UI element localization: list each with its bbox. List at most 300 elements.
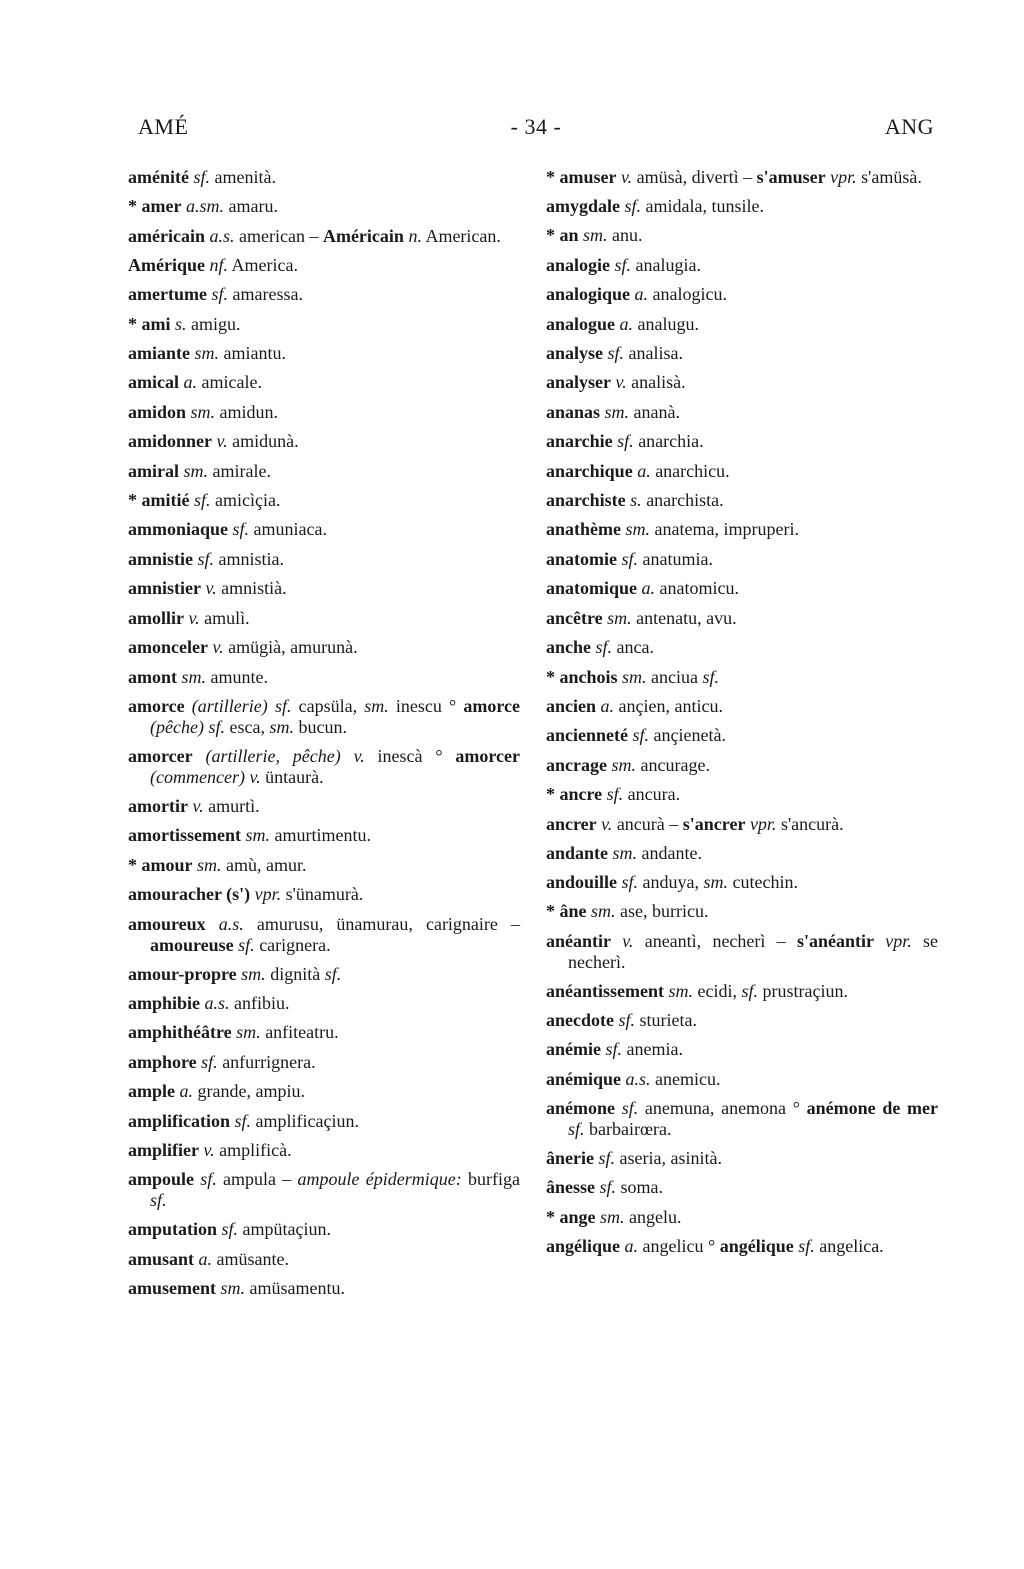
grammar-label: sf.	[197, 548, 215, 569]
dictionary-entry	[546, 163, 938, 192]
headword: amonceler	[128, 637, 208, 658]
translation-text: amenità.	[210, 167, 276, 187]
dictionary-entry	[546, 221, 938, 250]
grammar-label: a.sm.	[185, 196, 224, 217]
headword: angélique	[546, 1236, 621, 1257]
translation-text	[268, 696, 275, 716]
translation-text: ancurà –	[612, 813, 683, 834]
dictionary-entry	[128, 574, 520, 603]
grammar-label: sf.	[200, 1169, 217, 1190]
dictionary-entry	[128, 663, 520, 692]
grammar-label: vpr.	[885, 930, 912, 951]
dictionary-entry	[546, 192, 938, 221]
headword: amiante	[128, 343, 190, 364]
translation-text: amigu.	[186, 313, 241, 334]
headword: amplification	[128, 1110, 230, 1131]
dictionary-entry	[546, 1006, 938, 1035]
dictionary-entry	[546, 545, 938, 574]
headword: amusement	[128, 1278, 216, 1299]
headword: amuser	[559, 167, 617, 187]
dictionary-entry	[546, 1232, 938, 1261]
dictionary-entry	[546, 663, 938, 692]
grammar-label: v.	[212, 637, 224, 658]
grammar-label: sf.	[621, 871, 639, 892]
dictionary-entry	[546, 368, 938, 397]
headword: amidon	[128, 401, 187, 422]
dictionary-entry	[128, 742, 520, 792]
headword: ânerie	[546, 1147, 594, 1168]
headword: ancien	[546, 695, 597, 716]
dictionary-entry	[546, 398, 938, 427]
grammar-label: sm.	[668, 980, 694, 1001]
grammar-label: sm.	[181, 666, 207, 687]
translation-text: amaressa.	[227, 284, 303, 305]
headword: amidonner	[128, 431, 213, 452]
headword: anéantir	[546, 930, 611, 951]
dictionary-entry	[128, 1215, 520, 1244]
headword: ami	[141, 313, 171, 334]
translation-text	[615, 1098, 622, 1118]
dictionary-entry	[128, 851, 520, 880]
grammar-label: sf.	[798, 1236, 815, 1257]
grammar-label: a.	[637, 460, 651, 481]
dictionary-entry	[128, 545, 520, 574]
translation-text: ancura.	[623, 784, 681, 805]
dictionary-entry	[128, 1165, 520, 1215]
headword: Amérique	[128, 254, 205, 275]
headword: s'amuser	[756, 167, 826, 187]
translation-text: amüsà, divertì –	[632, 167, 757, 187]
grammar-label: sf.	[201, 1051, 218, 1072]
grammar-label: sm.	[607, 607, 632, 628]
dictionary-entry	[546, 1203, 938, 1232]
translation-text: ampütaçiun.	[238, 1219, 332, 1240]
headword: amiral	[128, 460, 179, 481]
headword: amphore	[128, 1051, 197, 1072]
headword: ampoule	[128, 1169, 195, 1190]
dictionary-entry	[128, 989, 520, 1018]
dictionary-entry	[546, 1173, 938, 1202]
headword: s'anéantir	[796, 930, 874, 951]
asterisk-marker: *	[546, 901, 560, 922]
grammar-label: sm.	[269, 716, 294, 737]
grammar-label: a.	[179, 1081, 193, 1102]
translation-text: amnistià.	[216, 578, 287, 599]
dictionary-entry	[128, 880, 520, 909]
asterisk-marker: *	[128, 196, 142, 217]
dictionary-entry	[128, 1018, 520, 1047]
translation-text	[341, 746, 354, 766]
dictionary-entry	[546, 427, 938, 456]
translation-text: bucun.	[293, 716, 347, 737]
translation-text: amirale.	[208, 460, 271, 481]
headword: ananas	[546, 401, 601, 422]
grammar-label: sf.	[568, 1118, 585, 1139]
grammar-label: sm.	[183, 460, 209, 481]
grammar-label: v.	[205, 578, 217, 599]
translation-text: antenatu, avu.	[631, 607, 737, 628]
grammar-label: s.	[630, 490, 642, 511]
dictionary-entry	[546, 515, 938, 544]
dictionary-entry	[128, 280, 520, 309]
dictionary-entry	[546, 1144, 938, 1173]
headword: anatomique	[546, 578, 638, 599]
grammar-label: sm.	[604, 401, 630, 422]
dictionary-entry	[546, 310, 938, 339]
dictionary-entry	[546, 339, 938, 368]
headword: Américain	[322, 225, 404, 246]
translation-text	[185, 696, 192, 716]
asterisk-marker: *	[128, 490, 142, 511]
translation-text: amurtimentu.	[269, 825, 371, 846]
translation-text: esca,	[224, 716, 270, 737]
dictionary-entry	[546, 1094, 938, 1144]
translation-text: s'ünamurà.	[281, 884, 364, 905]
grammar-label: nf.	[209, 254, 228, 275]
translation-text: anatomicu.	[655, 578, 739, 599]
headword: analogie	[546, 254, 611, 275]
grammar-label: sm.	[241, 963, 266, 984]
grammar-label: sm.	[190, 401, 216, 422]
asterisk-marker: *	[546, 666, 560, 687]
translation-text: anemuna, anemona °	[638, 1097, 807, 1118]
grammar-label: (pêche)	[150, 716, 204, 737]
grammar-label: sm.	[703, 871, 729, 892]
grammar-label: sf.	[150, 1190, 167, 1211]
headword: amertume	[128, 284, 207, 305]
headword: analyse	[546, 343, 604, 364]
dictionary-entry	[128, 1136, 520, 1165]
dictionary-entry	[546, 721, 938, 750]
headword: anémie	[546, 1039, 601, 1060]
headword: amortir	[128, 795, 188, 816]
headword: amputation	[128, 1219, 218, 1240]
dictionary-entry	[128, 427, 520, 456]
grammar-label: sm.	[625, 519, 651, 540]
translation-text: amügià, amurunà.	[223, 637, 358, 658]
grammar-label: v.	[216, 431, 228, 452]
dictionary-entry	[128, 339, 520, 368]
translation-text: sturieta.	[635, 1009, 697, 1030]
grammar-label: sm.	[591, 901, 616, 922]
headword: ancrer	[546, 813, 597, 834]
headword: amusant	[128, 1248, 195, 1269]
translation-text: amidun.	[215, 401, 279, 422]
headword: ancre	[559, 784, 603, 805]
translation-text: amurtì.	[203, 795, 260, 816]
headword: amorce	[463, 695, 521, 716]
grammar-label: sf.	[741, 980, 759, 1001]
asterisk-marker: *	[546, 784, 560, 805]
grammar-label: sf.	[606, 784, 624, 805]
translation-text: s'amüsà.	[856, 167, 922, 187]
asterisk-marker: *	[128, 854, 142, 875]
translation-text: amù, amur.	[221, 854, 307, 875]
headword: anathème	[546, 519, 621, 540]
grammar-label: sf.	[274, 695, 292, 716]
grammar-label: sf.	[614, 254, 632, 275]
dictionary-entry	[128, 486, 520, 515]
headword: amplifier	[128, 1139, 199, 1160]
headword: amour	[141, 854, 193, 875]
headword: anchois	[559, 666, 618, 687]
grammar-label: sm.	[622, 666, 647, 687]
grammar-label: a.	[634, 284, 649, 305]
headword: amphithéâtre	[128, 1022, 232, 1043]
translation-text: grande, ampiu.	[193, 1081, 305, 1102]
dictionary-entry	[128, 398, 520, 427]
headword: angélique	[719, 1236, 794, 1257]
grammar-label: (artillerie)	[191, 695, 268, 716]
dictionary-entry	[128, 515, 520, 544]
grammar-label: sf.	[621, 548, 639, 569]
headword: amortissement	[128, 825, 241, 846]
translation-text: anarchista.	[641, 490, 724, 511]
dictionary-entry	[128, 222, 520, 251]
translation-text	[874, 931, 885, 951]
headword: anarchiste	[546, 490, 626, 511]
grammar-label: a.	[624, 1236, 639, 1257]
dictionary-entry	[546, 927, 938, 977]
asterisk-marker: *	[546, 167, 560, 187]
headword: aménité	[128, 167, 189, 187]
headword: anche	[546, 637, 591, 658]
translation-text: analogicu.	[648, 284, 728, 305]
dictionary-entry	[128, 821, 520, 850]
translation-text: amaru.	[224, 196, 278, 217]
translation-text: amunte.	[206, 666, 268, 687]
translation-text: amulì.	[199, 607, 250, 628]
grammar-label: sm.	[220, 1278, 246, 1299]
grammar-label: a.s.	[625, 1068, 651, 1089]
translation-text: anca.	[612, 637, 654, 658]
headword: ammoniaque	[128, 519, 229, 540]
translation-text: analisà.	[626, 372, 686, 393]
headword: amphibie	[128, 992, 201, 1013]
translation-text	[611, 931, 622, 951]
dictionary-entry	[546, 977, 938, 1006]
translation-text: amüsamentu.	[245, 1278, 345, 1299]
headword: ancrage	[546, 754, 607, 775]
translation-text: aseria, asinità.	[615, 1147, 722, 1168]
translation-text: anu.	[607, 225, 643, 246]
translation-text: amplificaçiun.	[251, 1110, 359, 1131]
grammar-label: sf.	[605, 1039, 622, 1060]
translation-text: anemicu.	[650, 1068, 721, 1089]
dictionary-entry	[128, 604, 520, 633]
grammar-label: (commencer)	[150, 766, 245, 787]
dictionary-entry	[546, 633, 938, 662]
headword: anémone de mer	[806, 1097, 939, 1118]
translation-text: amuniaca.	[249, 519, 327, 540]
asterisk-marker: *	[546, 1206, 560, 1227]
headword: amoureuse	[150, 934, 234, 955]
translation-text: s'ancurà.	[776, 813, 844, 834]
headword: ample	[128, 1081, 175, 1102]
dictionary-entry	[128, 1245, 520, 1274]
headword: ânesse	[546, 1177, 595, 1198]
headword: anémique	[546, 1068, 622, 1089]
headword: anémone	[546, 1097, 615, 1118]
translation-text: anemia.	[622, 1039, 683, 1060]
grammar-label: sf.	[208, 716, 225, 737]
headword: amnistie	[128, 548, 193, 569]
headword: amorcer	[128, 745, 193, 766]
grammar-label: sf.	[598, 1147, 615, 1168]
dictionary-entry	[128, 457, 520, 486]
grammar-label: sf.	[702, 666, 720, 687]
headword: analogique	[546, 284, 631, 305]
translation-text: anfibiu.	[229, 992, 290, 1013]
dictionary-entry	[546, 692, 938, 721]
translation-text: ançienetà.	[649, 725, 726, 746]
translation-text: ecidi,	[693, 980, 742, 1001]
grammar-label: sf.	[621, 1097, 639, 1118]
translation-text: amurusu, ünamurau, carignaire –	[243, 913, 520, 934]
grammar-label: sm.	[612, 842, 638, 863]
grammar-label: sf.	[232, 519, 250, 540]
grammar-label: sf.	[238, 934, 255, 955]
translation-text: anatumia.	[638, 548, 713, 569]
dictionary-entry	[546, 839, 938, 868]
headword: ancêtre	[546, 607, 603, 628]
headword: andante	[546, 842, 609, 863]
translation-text: analisa.	[624, 343, 684, 364]
grammar-label: vpr.	[749, 813, 777, 834]
headword: analyser	[546, 372, 611, 393]
headword: andouille	[546, 871, 618, 892]
translation-text: amiantu.	[219, 343, 286, 364]
headword: analogue	[546, 313, 616, 334]
dictionary-entry	[546, 897, 938, 926]
grammar-label: sf.	[607, 343, 625, 364]
translation-text: analugia.	[631, 254, 702, 275]
dictionary-entry	[546, 1035, 938, 1064]
grammar-label: sm.	[583, 225, 608, 246]
translation-text: anfiteatru.	[260, 1022, 339, 1043]
grammar-label: sm.	[611, 754, 636, 775]
translation-text	[193, 746, 206, 766]
grammar-label: sf.	[617, 431, 634, 452]
headword: an	[559, 225, 579, 246]
headword: amont	[128, 666, 177, 687]
dictionary-entry	[128, 1107, 520, 1136]
translation-text: ananà.	[629, 401, 681, 422]
dictionary-entry	[128, 960, 520, 989]
grammar-label: v.	[622, 930, 634, 951]
grammar-label: vpr.	[254, 884, 282, 905]
dictionary-entry	[546, 1065, 938, 1094]
headword: amollir	[128, 607, 184, 628]
translation-text: amicale.	[197, 372, 262, 393]
grammar-label: sf.	[595, 637, 613, 658]
dictionary-entry	[546, 868, 938, 897]
headword: ange	[559, 1206, 596, 1227]
translation-text: üntaurà.	[260, 766, 324, 787]
grammar-label: a.s.	[204, 992, 230, 1013]
translation-text: amnistia.	[214, 548, 285, 569]
dictionary-entry	[546, 574, 938, 603]
translation-text	[206, 914, 219, 934]
translation-text: soma.	[616, 1177, 664, 1198]
grammar-label: a.s.	[218, 913, 244, 934]
dictionary-entry	[128, 1077, 520, 1106]
grammar-label: sm.	[197, 854, 222, 875]
headword: s'ancrer	[682, 813, 746, 834]
grammar-label: v.	[192, 795, 204, 816]
headword: anarchie	[546, 431, 613, 452]
header-left-guideword: AMÉ	[138, 114, 189, 139]
headword: ancienneté	[546, 725, 628, 746]
dictionary-entry	[546, 457, 938, 486]
grammar-label: v.	[353, 745, 365, 766]
translation-text: aneantì, necherì –	[633, 930, 797, 951]
dictionary-entry	[128, 192, 520, 221]
dictionary-entry	[128, 1274, 520, 1303]
grammar-label: a.	[619, 313, 634, 334]
grammar-label: sf.	[211, 284, 228, 305]
dictionary-entry	[128, 251, 520, 280]
translation-text: angelu.	[624, 1206, 682, 1227]
translation-text: amicìçia.	[210, 490, 281, 511]
headword: amygdale	[546, 196, 620, 216]
page-number: - 34 -	[510, 114, 562, 139]
translation-text: cutechin.	[728, 871, 799, 892]
dictionary-entry	[546, 251, 938, 280]
translation-text: dignità	[265, 963, 325, 984]
headword: amour-propre	[128, 963, 237, 984]
translation-text: american –	[234, 225, 323, 246]
translation-text: ancurage.	[636, 754, 710, 775]
dictionary-entry	[546, 604, 938, 633]
translation-text: ançien, anticu.	[614, 695, 723, 716]
translation-text: anciua	[646, 666, 703, 687]
translation-text: anatema, impruperi.	[650, 519, 799, 540]
header-right-guideword: ANG	[884, 114, 934, 139]
grammar-label: sf.	[632, 725, 649, 746]
dictionary-entry	[128, 692, 520, 742]
headword: amorce	[128, 695, 185, 716]
translation-text: inescu °	[388, 695, 464, 716]
translation-text: angelica.	[814, 1236, 884, 1257]
grammar-label: n.	[408, 225, 422, 246]
asterisk-marker: *	[128, 313, 142, 334]
headword: amitié	[141, 490, 190, 511]
dictionary-entry	[546, 780, 938, 809]
translation-text: andante.	[637, 842, 702, 863]
grammar-label: s.	[175, 313, 187, 334]
translation-text: angelicu °	[638, 1236, 720, 1257]
translation-text: American.	[421, 225, 501, 246]
dictionary-entry	[546, 751, 938, 780]
grammar-label: sf.	[324, 963, 342, 984]
dictionary-entry	[128, 163, 520, 192]
headword: anéantissement	[546, 980, 664, 1001]
translation-text: capsüla,	[291, 695, 365, 716]
translation-text: se necherì.	[568, 930, 939, 972]
translation-text: prustraçiun.	[758, 980, 848, 1001]
grammar-label: v.	[249, 766, 261, 787]
dictionary-entry	[128, 368, 520, 397]
translation-text: inescà °	[364, 745, 456, 766]
grammar-label: sm.	[364, 695, 389, 716]
headword: amnistier	[128, 578, 201, 599]
translation-text: anfurrignera.	[217, 1051, 316, 1072]
dictionary-entry	[546, 486, 938, 515]
grammar-label: a.	[198, 1248, 213, 1269]
headword: âne	[559, 901, 587, 922]
dictionary-entry	[546, 280, 938, 309]
